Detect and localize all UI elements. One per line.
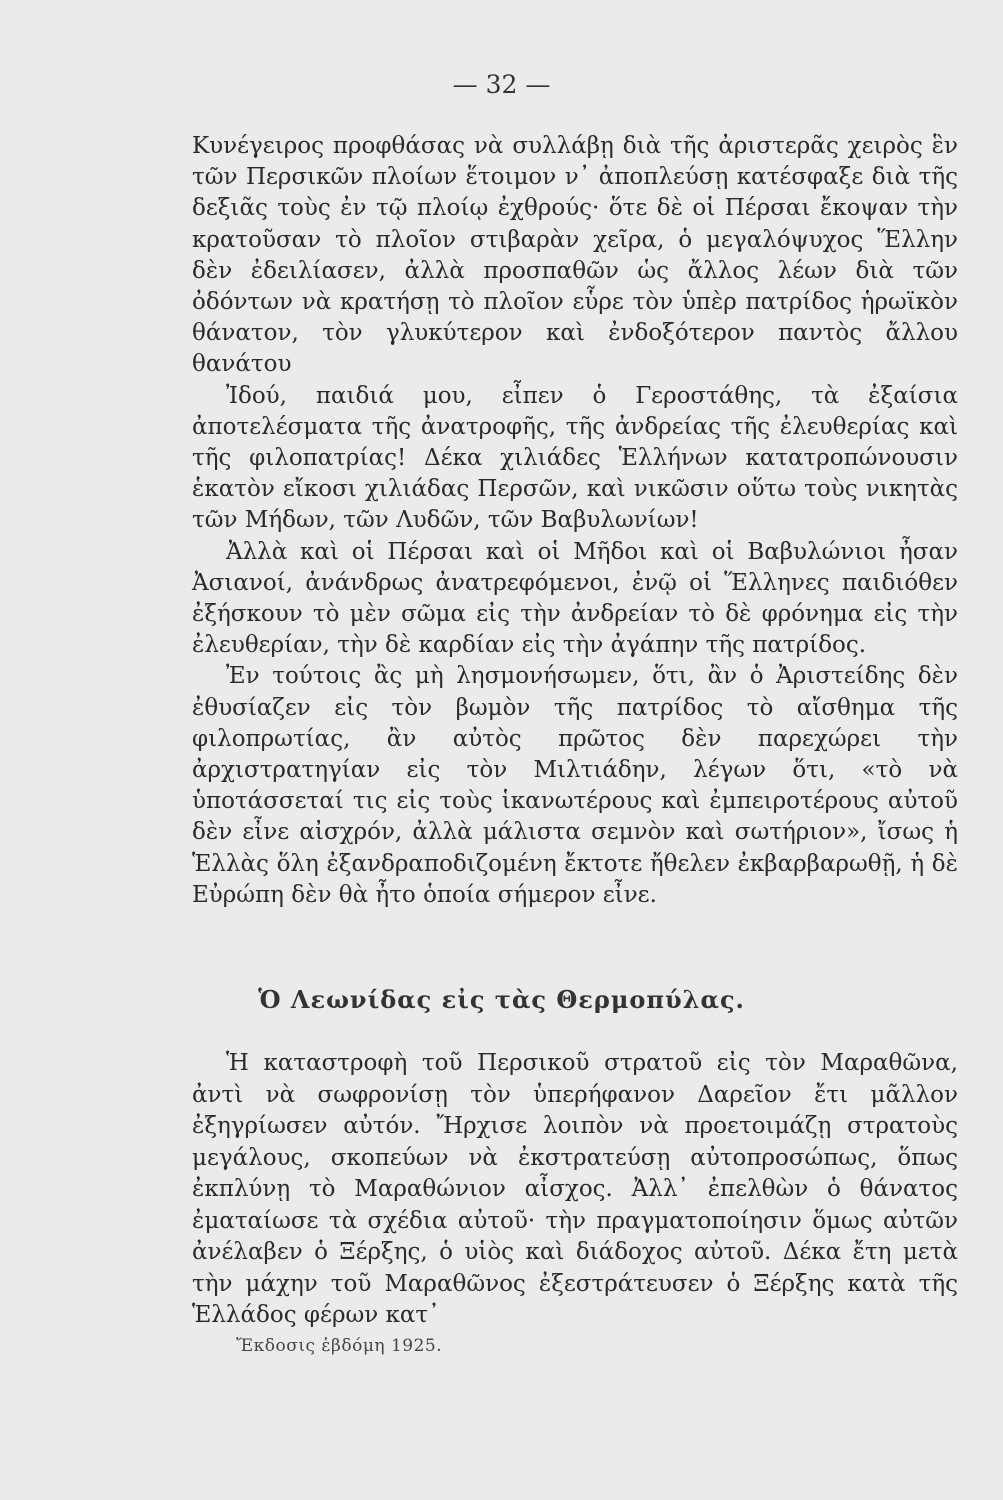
paragraph-4: Ἐν τούτοις ἂς μὴ λησμονήσωμεν, ὅτι, ἂν ὁ Ἀριστείδης δὲν ἐθυσίαζεν εἰς τὸν βωμὸν τῆς πατρίδος τὸ αἴσθημα τῆς φιλοπρωτίας, ἂν αὐτὸς πρῶτος δὲν παρεχώρει τὴν ἀρχιστρατηγίαν εἰς τὸν Μιλτιάδην, λέγων ὅτι, «τὸ νὰ ὑποτάσσεταί τις εἰς τοὺς ἱκανωτέρους καὶ ἐμπειροτέρους αὐτοῦ δὲν εἶνε αἰσχρόν, ἀλλὰ μάλιστα σεμνὸν καὶ σωτήριον», ἴσως ἡ Ἑλλὰς ὅλη ἐξανδραποδιζομένη ἔκτοτε ἤθελεν ἐκβαρβαρωθῇ, ἡ δὲ Εὐρώπη δὲν θὰ ἦτο ὁποία σήμερον εἶνε. [192,663,958,908]
paragraph-2: Ἰδού, παιδιά μου, εἶπεν ὁ Γεροστάθης, τὰ ἐξαίσια ἀποτελέσματα τῆς ἀνατροφῆς, τῆς ἀνδρείας τῆς ἐλευθερίας καὶ τῆς φιλοπατρίας! Δέκα χιλιάδες Ἑλλήνων κατατροπώνουσιν ἑκατὸν εἴκοσι χιλιάδας Περσῶν, καὶ νικῶσιν οὕτω τοὺς νικητὰς τῶν Μήδων, τῶν Λυδῶν, τῶν Βαβυλωνίων! [192,382,958,534]
section-heading: Ὁ Λεωνίδας εἰς τὰς Θερμοπύλας. [258,985,745,1014]
section-body-text [192,1048,958,1332]
edition-note: Ἔκδοσις ἑβδόμη 1925. [236,1336,443,1356]
page-number: — 32 — [452,70,551,99]
body-text [192,131,958,911]
paragraph-3: Ἀλλὰ καὶ οἱ Πέρσαι καὶ οἱ Μῆδοι καὶ οἱ Βαβυλώνιοι ἦσαν Ἀσιανοί, ἀνάνδρως ἀνατρεφόμενοι, ἐνῷ οἱ Ἕλληνες παιδιόθεν ἐξήσκουν τὸ μὲν σῶμα εἰς τὴν ἀνδρείαν τὸ δὲ φρόνημα εἰς τὴν ἐλευθερίαν, τὴν δὲ καρδίαν εἰς τὴν ἀγάπην τῆς πατρίδος. [192,538,958,659]
paragraph-1: Κυνέγειρος προφθάσας νὰ συλλάβῃ διὰ τῆς ἀριστερᾶς χειρὸς ἓν τῶν Περσικῶν πλοίων ἕτοιμον ν᾿ ἀποπλεύσῃ κατέσφαξε διὰ τῆς δεξιᾶς τοὺς ἐν τῷ πλοίῳ ἐχθρούς· ὅτε δὲ οἱ Πέρσαι ἔκοψαν τὴν κρατοῦσαν τὸ πλοῖον στιβαρὰν χεῖρα, ὁ μεγαλόψυχος Ἕλλην δὲν ἐδειλίασεν, ἀλλὰ προσπαθῶν ὡς ἄλλος λέων διὰ τῶν ὀδόντων νὰ κρατήσῃ τὸ πλοῖον εὗρε τὸν ὑπὲρ πατρίδος ἡρωϊκὸν θάνατον, τὸν γλυκύτερον καὶ ἐνδοξότερον παντὸς ἄλλου θανάτου [192,133,958,378]
section-paragraph: Ἡ καταστροφὴ τοῦ Περσικοῦ στρατοῦ εἰς τὸν Μαραθῶνα, ἀντὶ νὰ σωφρονίσῃ τὸν ὑπερήφανον Δαρεῖον ἔτι μᾶλλον ἐξηγρίωσεν αὐτόν. Ἤρχισε λοιπὸν νὰ προετοιμάζῃ στρατοὺς μεγάλους, σκοπεύων νὰ ἐκστρατεύσῃ αὐτοπροσώπως, ὅπως ἐκπλύνῃ τὸ Μαραθώνιον αἶσχος. Ἀλλ᾿ ἐπελθὼν ὁ θάνατος ἐματαίωσε τὰ σχέδια αὐτοῦ· τὴν πραγματοποίησιν ὅμως αὐτῶν ἀνέλαβεν ὁ Ξέρξης, ὁ υἱὸς καὶ διάδοχος αὐτοῦ. Δέκα ἔτη μετὰ τὴν μάχην τοῦ Μαραθῶνος ἐξεστράτευσεν ὁ Ξέρξης κατὰ τῆς Ἑλλάδος φέρων κατ᾿ [192,1050,958,1328]
